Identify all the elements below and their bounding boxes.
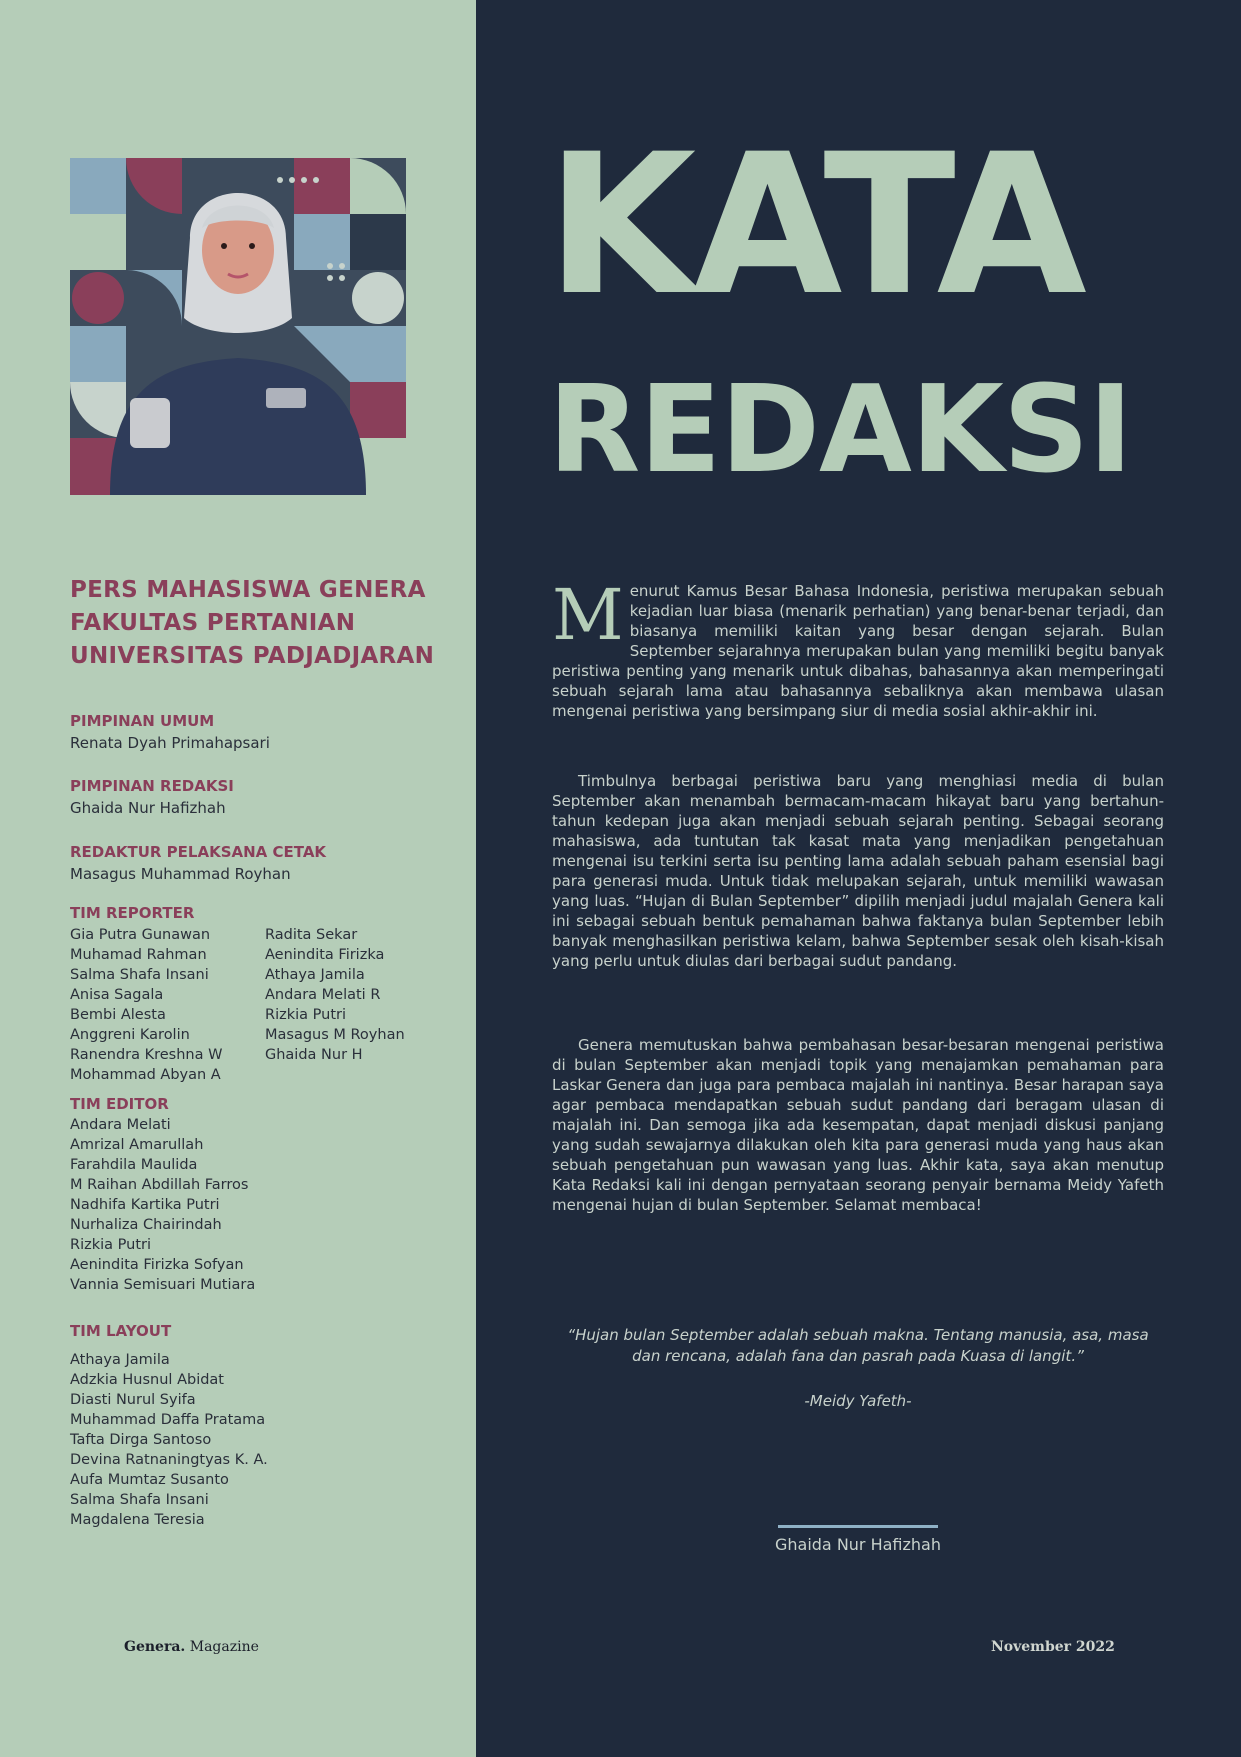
list-item: Andara Melati bbox=[70, 1117, 171, 1133]
list-item: Radita Sekar bbox=[265, 927, 358, 943]
footer-brand-suffix: Magazine bbox=[189, 1639, 259, 1655]
list-item: Muhamad Rahman bbox=[70, 947, 207, 963]
list-item: Mohammad Abyan A bbox=[70, 1067, 221, 1083]
signature-line bbox=[778, 1525, 938, 1528]
list-item: Amrizal Amarullah bbox=[70, 1137, 204, 1153]
list-item: Bembi Alesta bbox=[70, 1007, 166, 1023]
list-item: Aufa Mumtaz Susanto bbox=[70, 1472, 229, 1488]
tim-reporter-col1 bbox=[70, 925, 222, 1085]
list-item: Andara Melati R bbox=[265, 987, 381, 1003]
list-item: Nadhifa Kartika Putri bbox=[70, 1197, 220, 1213]
pimpinan-redaksi-name: Ghaida Nur Hafizhah bbox=[70, 799, 226, 817]
title-kata: KATA bbox=[546, 112, 1083, 338]
pimpinan-umum-label: PIMPINAN UMUM bbox=[70, 712, 215, 730]
list-item: Anggreni Karolin bbox=[70, 1027, 190, 1043]
list-item: Nurhaliza Chairindah bbox=[70, 1217, 222, 1233]
pimpinan-redaksi-label: PIMPINAN REDAKSI bbox=[70, 777, 234, 795]
tim-editor-label: TIM EDITOR bbox=[70, 1095, 169, 1113]
footer-brand bbox=[124, 1639, 259, 1655]
org-line-1: PERS MAHASISWA GENERA bbox=[70, 577, 426, 603]
tim-editor-list bbox=[70, 1115, 255, 1295]
list-item: Diasti Nurul Syifa bbox=[70, 1392, 196, 1408]
org-name bbox=[70, 574, 470, 673]
redaktur-label: REDAKTUR PELAKSANA CETAK bbox=[70, 843, 327, 861]
org-line-3: UNIVERSITAS PADJADJARAN bbox=[70, 643, 435, 669]
list-item: Ghaida Nur H bbox=[265, 1047, 363, 1063]
list-item: Tafta Dirga Santoso bbox=[70, 1432, 212, 1448]
list-item: Devina Ratnaningtyas K. A. bbox=[70, 1452, 268, 1468]
list-item: Masagus M Royhan bbox=[265, 1027, 405, 1043]
article-paragraph-3: Genera memutuskan bahwa pembahasan besar-besaran mengenai peristiwa di bulan September akan menjadi topik yang menajamkan pemahaman para Laskar Genera dan juga para pembaca majalah ini nantinya. Besar harapan saya agar pembaca mendapatkan sebuah sudut pandang dari beragam ulasan di majalah ini. Dan semoga jika ada kesempatan, dapat menjadi diskusi panjang yang sudah sewajarnya dilakukan oleh kita para generasi muda yang haus akan sebuah pengetahuan pun wawasan yang luas. Akhir kata, saya akan menutup Kata Redaksi kali ini dengan pernyataan seorang penyair bernama Meidy Yafeth mengenai hujan di bulan September. Selamat membaca! bbox=[552, 1036, 1164, 1214]
title-redaksi: REDAKSI bbox=[548, 361, 1132, 500]
list-item: Rizkia Putri bbox=[70, 1237, 151, 1253]
tim-layout-label: TIM LAYOUT bbox=[70, 1322, 172, 1340]
article-paragraph-1 bbox=[552, 574, 1164, 721]
list-item: Aenindita Firizka Sofyan bbox=[70, 1257, 244, 1273]
sidebar bbox=[0, 0, 476, 1757]
list-item: Vannia Semisuari Mutiara bbox=[70, 1277, 256, 1293]
dropcap: M bbox=[552, 574, 624, 656]
list-item: Aenindita Firizka bbox=[265, 947, 385, 963]
list-item: Adzkia Husnul Abidat bbox=[70, 1372, 224, 1388]
article-paragraph-2: Timbulnya berbagai peristiwa baru yang menghiasi media di bulan September akan menambah bermacam-macam hikayat baru yang bertahun-tahun kedepan juga akan menjadi sebuah sejarah penting. Sebagai seorang mahasiswa, ada tuntutan tak kasat mata yang menjadikan pengetahuan mengenai isu terkini serta isu penting lama adalah sebuah paham esensial bagi para generasi muda. Untuk tidak melupakan sejarah, untuk memiliki wawasan yang luas. “Hujan di Bulan September” dipilih menjadi judul majalah Genera kali ini sebagai sebuah bentuk pemahaman bahwa faktanya bulan September lebih banyak menghasilkan peristiwa kelam, bahwa September sesak oleh kisah-kisah yang perlu untuk diulas dari berbagai sudut pandang. bbox=[552, 772, 1164, 970]
list-item: Ranendra Kreshna W bbox=[70, 1047, 223, 1063]
tim-reporter-col2 bbox=[265, 925, 405, 1065]
list-item: Salma Shafa Insani bbox=[70, 967, 209, 983]
pimpinan-umum-name: Renata Dyah Primahapsari bbox=[70, 734, 270, 752]
list-item: Magdalena Teresia bbox=[70, 1512, 205, 1528]
editor-portrait bbox=[70, 158, 406, 495]
list-item: M Raihan Abdillah Farros bbox=[70, 1177, 249, 1193]
list-item: Salma Shafa Insani bbox=[70, 1492, 209, 1508]
org-line-2: FAKULTAS PERTANIAN bbox=[70, 610, 356, 636]
tim-reporter-label: TIM REPORTER bbox=[70, 904, 195, 922]
signature-name: Ghaida Nur Hafizhah bbox=[774, 1535, 941, 1554]
list-item: Gia Putra Gunawan bbox=[70, 927, 211, 943]
list-item: Athaya Jamila bbox=[265, 967, 365, 983]
closing-quote: “Hujan bulan September adalah sebuah makna. Tentang manusia, asa, masa dan rencana, adalah fana dan pasrah pada Kuasa di langit.” bbox=[567, 1326, 1149, 1365]
list-item: Rizkia Putri bbox=[265, 1007, 346, 1023]
quote-author: -Meidy Yafeth- bbox=[804, 1392, 912, 1410]
list-item: Athaya Jamila bbox=[70, 1352, 170, 1368]
footer-brand-name: Genera. bbox=[124, 1639, 186, 1655]
footer-date: November 2022 bbox=[991, 1639, 1115, 1655]
list-item: Farahdila Maulida bbox=[70, 1157, 198, 1173]
tim-layout-list bbox=[70, 1350, 268, 1530]
list-item: Anisa Sagala bbox=[70, 987, 164, 1003]
paragraph-1-text: enurut Kamus Besar Bahasa Indonesia, peristiwa merupakan sebuah kejadian luar biasa (menarik perhatian) yang benar-benar terjadi, dan biasanya memiliki kaitan yang besar dengan sejarah. Bulan September sejarahnya merupakan bulan yang memiliki begitu banyak peristiwa penting yang menarik untuk dibahas, bahasannya akan memperingati sebuah sejarah lama atau bahasannya sebaliknya akan membawa ulasan mengenai peristiwa yang bersimpang siur di media sosial akhir-akhir ini. bbox=[552, 582, 1164, 720]
redaktur-name: Masagus Muhammad Royhan bbox=[70, 865, 291, 883]
list-item: Muhammad Daffa Pratama bbox=[70, 1412, 266, 1428]
main-content bbox=[476, 0, 1241, 1757]
